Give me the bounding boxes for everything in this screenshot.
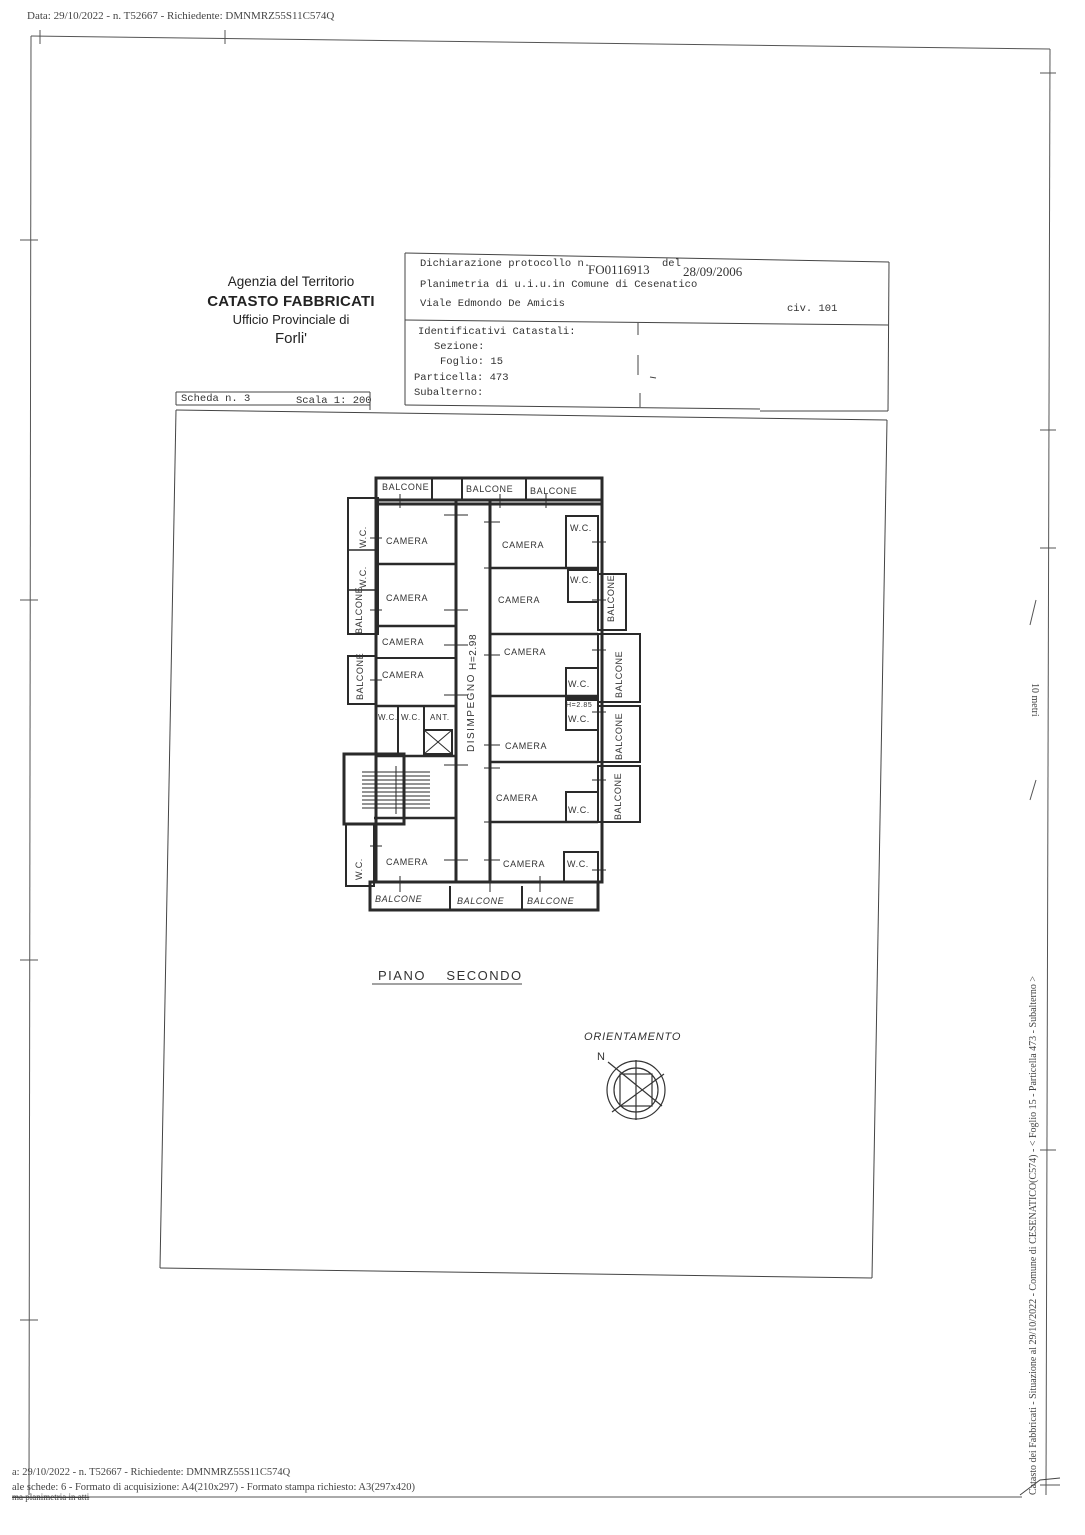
- request-header: Data: 29/10/2022 - n. T52667 - Richiedente: DMNMRZ55S11C574Q: [27, 10, 335, 22]
- corridor-height: H=2.98: [468, 633, 479, 670]
- footer-line-1: a: 29/10/2022 - n. T52667 - Richiedente: DMNMRZ55S11C574Q: [12, 1467, 291, 1478]
- balcony-label: BALCONE: [466, 484, 514, 494]
- compass-icon: [607, 1060, 665, 1120]
- scale: Scala 1: 200: [296, 395, 372, 407]
- plan-line: Planimetria di u.i.u.in Comune di Cesenatico: [420, 279, 698, 291]
- room-label: CAMERA: [498, 595, 541, 605]
- height-small-label: H=2.85: [566, 702, 593, 709]
- room-label: CAMERA: [386, 536, 429, 546]
- balcony-label: BALCONE: [457, 896, 505, 906]
- room-label: CAMERA: [382, 670, 425, 680]
- foglio: Foglio: 15: [440, 356, 504, 368]
- agency-name: Agenzia del Territorio: [227, 274, 355, 289]
- room-label: CAMERA: [382, 637, 425, 647]
- room-label: CAMERA: [503, 859, 546, 869]
- ant-label: ANT.: [430, 713, 450, 722]
- balcony-label: BALCONE: [606, 574, 616, 622]
- civic-number: civ. 101: [787, 303, 838, 315]
- north-label: N: [597, 1051, 605, 1063]
- protocol-label: Dichiarazione protocollo n.: [420, 258, 591, 270]
- balcony-label: BALCONE: [382, 482, 430, 492]
- wc-label: W.C.: [570, 523, 592, 533]
- room-label: CAMERA: [496, 793, 539, 803]
- agency-block: [186, 274, 396, 347]
- wc-label: W.C.: [567, 859, 589, 869]
- footer-line-3: ma planimetria in atti: [12, 1492, 90, 1502]
- room-label: CAMERA: [505, 741, 548, 751]
- wc-label: W.C.: [568, 714, 590, 724]
- scale-note: 10 metri: [1029, 683, 1040, 717]
- wc-label: W.C.: [568, 679, 590, 689]
- balcony-label: BALCONE: [375, 894, 423, 904]
- wc-label: W.C.: [358, 526, 368, 548]
- subalterno: Subalterno:: [414, 387, 484, 399]
- orientation-title: ORIENTAMENTO: [584, 1031, 682, 1043]
- wc-label: W.C.: [378, 713, 398, 722]
- balcony-label: BALCONE: [354, 586, 364, 634]
- room-label: CAMERA: [502, 540, 545, 550]
- drawing-frame: [160, 392, 887, 1278]
- wc-label: W.C.: [354, 858, 364, 880]
- wc-label: W.C.: [358, 566, 368, 588]
- balcony-label: BALCONE: [614, 712, 624, 760]
- office-city: Forli': [274, 330, 308, 347]
- balcony-label: BALCONE: [527, 896, 575, 906]
- footer-line-2: ale schede: 6 - Formato di acquisizione: A4(210x297) - Formato stampa richiesto: A3(297x420): [12, 1482, 415, 1493]
- room-label: CAMERA: [386, 857, 429, 867]
- particella: Particella: 473: [414, 372, 509, 384]
- balcony-label: BALCONE: [530, 486, 578, 496]
- floor-title: PIANO SECONDO: [378, 968, 523, 983]
- office-label: Ufficio Provinciale di: [232, 312, 350, 327]
- room-label: CAMERA: [504, 647, 547, 657]
- corridor-label: DISIMPEGNO: [466, 673, 477, 752]
- scheda-number: Scheda n. 3: [181, 393, 251, 405]
- identifiers-title: Identificativi Catastali:: [418, 326, 576, 338]
- registry-footer-vertical: Catasto dei Fabbricati - Situazione al 29/10/2022 - Comune di CESENATICO(C574) - < Foglio 15 - Particella 473 - Subalterno >: [1028, 976, 1039, 1495]
- sezione: Sezione:: [434, 341, 485, 353]
- wc-label: W.C.: [570, 575, 592, 585]
- room-label: CAMERA: [386, 593, 429, 603]
- wc-label: W.C.: [568, 805, 590, 815]
- wc-label: W.C.: [401, 713, 421, 722]
- protocol-number: FO0116913: [588, 262, 650, 277]
- balcony-label: BALCONE: [614, 650, 624, 698]
- declaration-date: 28/09/2006: [683, 264, 743, 279]
- balcony-label: BALCONE: [613, 772, 623, 820]
- date-label: del: [662, 258, 681, 270]
- address: Viale Edmondo De Amicis: [420, 298, 565, 310]
- balcony-label: BALCONE: [355, 652, 365, 700]
- registry-name: CATASTO FABBRICATI: [207, 293, 375, 310]
